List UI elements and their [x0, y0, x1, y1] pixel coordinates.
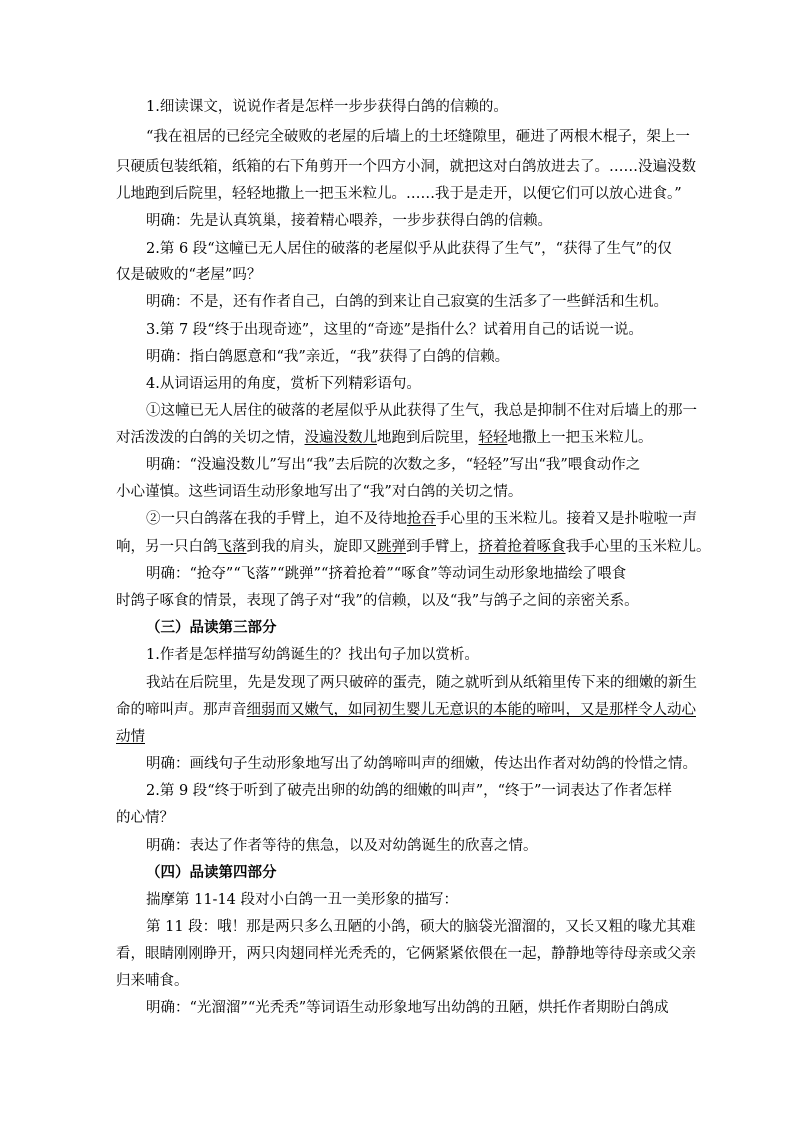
- answer-4-1: 明确：“光溜溜”“光秃秃”等词语生动形象地写出幼鸽的丑陋，烘托作者期盼白鸽成: [146, 1000, 669, 1016]
- underlined-phrase: 飞落: [217, 539, 247, 555]
- sentence-2: ②一只白鸽落在我的手臂上，迫不及待地抢吞手心里的玉米粒儿。接着又是扑啦啦一声: [146, 511, 697, 527]
- answer-3-1: 明确：画线句子生动形象地写出了幼鸽啼叫声的细嫩，传达出作者对幼鸽的怜惜之情。: [146, 756, 697, 772]
- sentence-2-cont: 响，另一只白鸽飞落到我的肩头，旋即又跳弹到手臂上，挤着抢着啄食我手心里的玉米粒儿。: [116, 539, 711, 555]
- answer-2: 明确：不是，还有作者自己，白鸽的到来让自己寂寞的生活多了一些鲜活和生机。: [146, 294, 668, 310]
- underlined-phrase: 轻轻: [478, 430, 508, 446]
- question-1: 1.细读课文，说说作者是怎样一步步获得白鸽的信赖的。: [146, 99, 508, 115]
- underlined-phrase: 挤着抢着啄食: [478, 539, 566, 555]
- answer-3-2: 明确：表达了作者等待的焦急，以及对幼鸽诞生的欣喜之情。: [146, 838, 538, 854]
- answer-3: 明确：指白鸽愿意和“我”亲近，“我”获得了白鸽的信赖。: [146, 349, 510, 365]
- passage-line: [116, 727, 716, 747]
- underlined-phrase: 没遍没数儿: [304, 430, 377, 446]
- question-4: 4.从词语运用的角度，赏析下列精彩语句。: [146, 376, 421, 392]
- quote-line: 只硬质包装纸箱，纸箱的右下角剪开一个四方小洞，就把这对白鸽放进去了。……没遍没数: [116, 159, 696, 175]
- sentence-1-cont: 对活泼泼的白鸽的关切之情，没遍没数儿地跑到后院里，轻轻地撒上一把玉米粒儿。: [116, 430, 653, 446]
- underlined-phrase: 抢吞: [407, 511, 436, 527]
- quote-line: 儿地跑到后院里，轻轻地撒上一把玉米粒儿。……我于是走开，以便它们可以放心进食。”: [116, 186, 682, 202]
- passage-line: 命的啼叫声。那声音细弱而又嫩气，如同初生婴儿无意识的本能的啼叫，又是那样令人动心: [116, 702, 696, 718]
- question-2-cont: 仅是破败的“老屋”吗？: [116, 267, 262, 283]
- task-line: 揣摩第 11-14 段对小白鸽一丑一美形象的描写：: [146, 892, 459, 908]
- underlined-sentence: 细弱而又嫩气，如同初生婴儿无意识的本能的啼叫，又是那样令人动心: [246, 702, 696, 718]
- underlined-sentence: 动情: [116, 729, 145, 745]
- answer-4a-cont: 小心谨慎。这些词语生动形象地写出了“我”对白鸽的关切之情。: [116, 484, 523, 500]
- question-3: 3.第 7 段“终于出现奇迹”，这里的“奇迹”是指什么？试着用自己的话说一说。: [146, 322, 643, 338]
- section-heading-4: （四）品读第四部分: [146, 864, 277, 881]
- section-heading-3: （三）品读第三部分: [146, 619, 277, 636]
- question-2: 2.第 6 段“这幢已无人居住的破落的老屋似乎从此获得了生气”，“获得了生气”的仅: [146, 241, 672, 257]
- question-3-2: 2.第 9 段“终于听到了破壳出卵的幼鸽的细嫩的叫声”，“终于”一词表达了作者怎样: [146, 783, 672, 799]
- answer-4b: 明确：“抢夺”“飞落”“跳弹”“挤着抢着”“啄食”等动词生动形象地描绘了喂食: [146, 566, 627, 582]
- question-3-1: 1.作者是怎样描写幼鸽诞生的？找出句子加以赏析。: [146, 647, 479, 663]
- quote-line: “我在祖居的已经完全破败的老屋的后墙上的土坯缝隙里，砸进了两根木棍子，架上一: [146, 129, 690, 145]
- underlined-phrase: 跳弹: [377, 539, 406, 555]
- passage-line: 第 11 段：哦！那是两只多么丑陋的小鸽，硕大的脑袋光溜溜的，又长又粗的喙尤其难: [146, 919, 696, 935]
- answer-4b-cont: 时鸽子啄食的情景，表现了鸽子对“我”的信赖，以及“我”与鸽子之间的亲密关系。: [116, 593, 639, 609]
- sentence-1: ①这幢已无人居住的破落的老屋似乎从此获得了生气，我总是抑制不住对后墙上的那一: [146, 403, 697, 419]
- answer-4a: 明确：“没遍没数儿”写出“我”去后院的次数之多，“轻轻”写出“我”喂食动作之: [146, 457, 641, 473]
- answer-1: 明确：先是认真筑巢，接着精心喂养，一步步获得白鸽的信赖。: [146, 213, 552, 229]
- passage-line: 归来哺食。: [116, 973, 189, 989]
- passage-line: 看，眼睛刚刚睁开，两只肉翅同样光秃秃的，它俩紧紧依偎在一起，静静地等待母亲或父亲: [116, 946, 696, 962]
- question-3-2-cont: 的心情？: [116, 810, 174, 826]
- passage-line: 我站在后院里，先是发现了两只破碎的蛋壳，随之就听到从纸箱里传下来的细嫩的新生: [146, 675, 697, 691]
